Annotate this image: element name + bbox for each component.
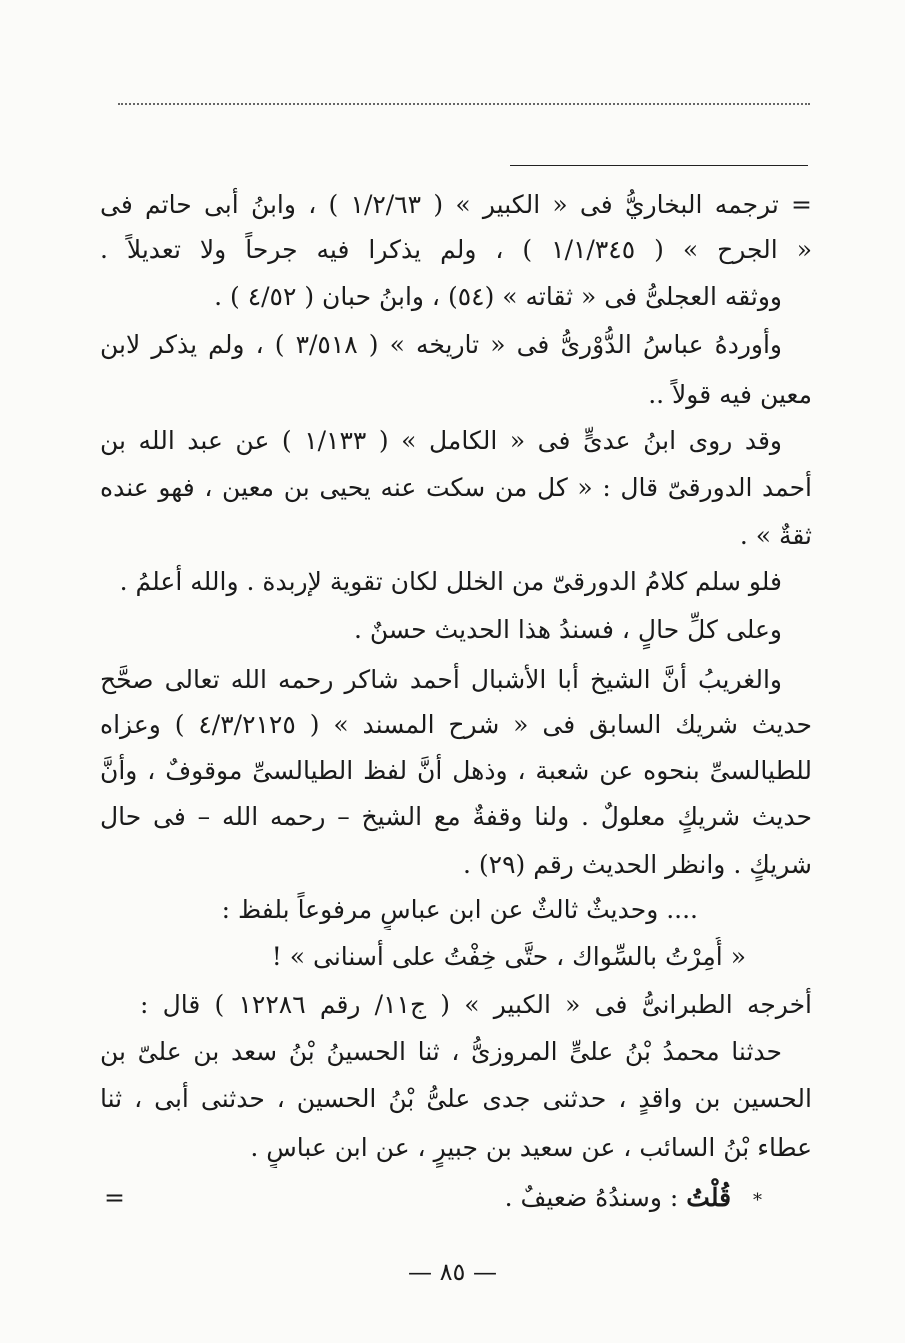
note-line [100,1178,762,1218]
page-number: — ٨٥ — [407,1258,498,1286]
dotted-separator [118,103,810,107]
text-line: للطيالسىِّ بنحوه عن شعبة ، وذهل أنَّ لفظ الطيالسىِّ موقوفٌ ، وأنَّ [100,756,812,785]
text-line: « الجرح » ( ١/١/٣٤٥ ) ، ولم يذكرا فيه جرحاً ولا تعديلاً . [100,235,812,264]
note-label: قُلْتُ [686,1183,732,1212]
text-line: عطاء بْنُ السائب ، عن سعيد بن جبيرٍ ، عن ابن عباسٍ . [250,1133,812,1162]
text-line: شريكٍ . وانظر الحديث رقم (٢٩) . [463,850,812,879]
footnote-rule [510,165,808,166]
text-line: والغريبُ أنَّ الشيخ أبا الأشبال أحمد شاكر رحمه الله تعالى صحَّح [100,665,782,694]
text-line: أحمد الدورقىّ قال : « كل من سكت عنه يحيى بن معين ، فهو عنده [100,473,812,502]
text-line: ثقةٌ » . [739,521,812,550]
text-line: أخرجه الطبرانىُّ فى « الكبير » ( ج١١/ رقم ١٢٢٨٦ ) قال : [140,990,812,1019]
asterisk-icon: * [753,1190,762,1211]
note-text: : وسندُهُ ضعيفٌ . [504,1183,679,1212]
text-line: حديث شريك السابق فى « شرح المسند » ( ٤/٣/٢١٢٥ ) وعزاه [100,710,812,739]
text-line: وقد روى ابنُ عدىٍّ فى « الكامل » ( ١/١٣٣ ) عن عبد الله بن [100,426,782,455]
text-line: ووثقه العجلىُّ فى « ثقاته » (٥٤) ، وابنُ حبان ( ٤/٥٢ ) . [214,282,782,311]
text-line: فلو سلم كلامُ الدورقىّ من الخلل لكان تقوية لإربدة . والله أعلمُ . [119,567,782,596]
text-line: حديث شريكٍ معلولٌ . ولنا وقفةٌ مع الشيخ – رحمه الله – فى حال [100,802,812,831]
text-line: = ترجمه البخاريُّ فى « الكبير » ( ١/٢/٦٣ ) ، وابنُ أبى حاتم فى [100,190,812,219]
text-line: .... وحديثٌ ثالثٌ عن ابن عباسٍ مرفوعاً بلفظ : [221,895,698,924]
text-line: حدثنا محمدُ بْنُ علىٍّ المروزىُّ ، ثنا الحسينُ بْنُ سعد بن علىّ بن [100,1037,782,1066]
text-line: الحسين بن واقدٍ ، حدثنى جدى علىُّ بْنُ الحسين ، حدثنى أبى ، ثنا [100,1084,812,1113]
continuation-mark: = [104,1183,125,1212]
text-line: وعلى كلِّ حالٍ ، فسندُ هذا الحديث حسنٌ . [353,615,782,644]
text-line: وأوردهُ عباسُ الدُّوْرىُّ فى « تاريخه » ( ٣/٥١٨ ) ، ولم يذكر لابن [100,330,782,359]
text-line: « أُمِرْتُ بالسِّواك ، حتَّى خِفْتُ على أسنانى » ! [271,942,746,971]
text-line: معين فيه قولاً .. [648,380,812,409]
